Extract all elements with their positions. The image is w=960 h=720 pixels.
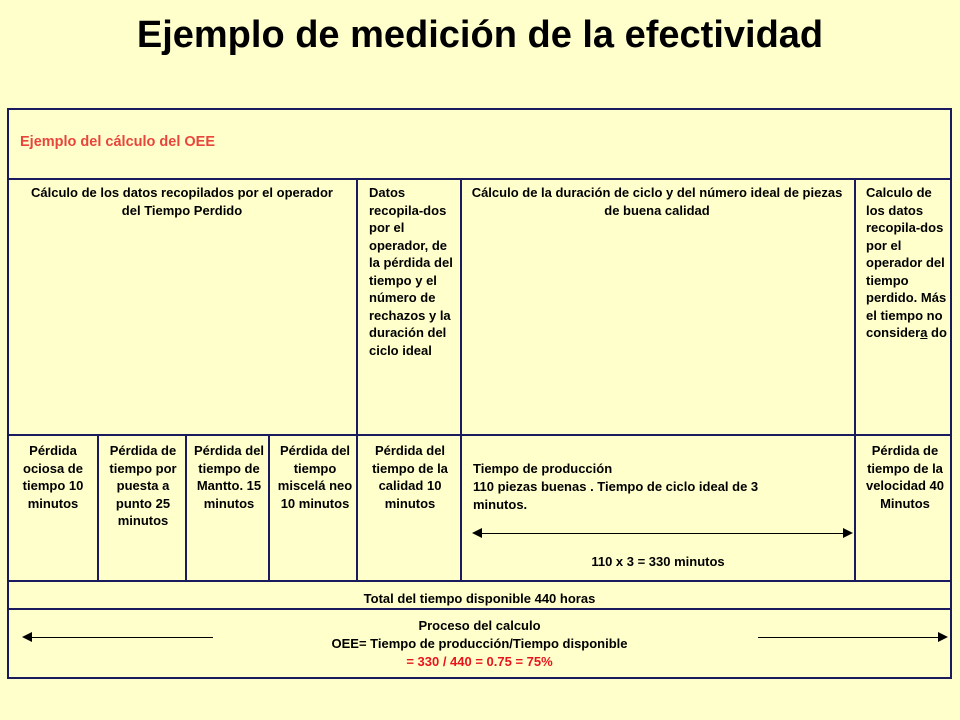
process-right-arrow-line [758,637,940,638]
subtitle: Ejemplo del cálculo del OEE [20,134,215,150]
divider-total [7,580,952,582]
divider-col4 [854,178,856,580]
total-available-time: Total del tiempo disponible 440 horas [363,591,596,606]
production-time-label: Tiempo de producción [473,461,613,476]
divider-process [7,608,952,610]
divider-loss-1 [97,434,99,580]
header-lost-time: Cálculo de los datos recopilados por el operador del Tiempo Perdido [31,185,333,218]
divider-loss-2 [185,434,187,580]
loss-quality: Pérdida del tiempo de la calidad 10 minutos [372,443,448,511]
process-result: = 330 / 440 = 0.75 = 75% [406,654,553,669]
loss-maintenance: Pérdida del tiempo de Mantto. 15 minutos [193,443,265,511]
production-calc: 110 x 3 = 330 minutos [591,554,725,569]
page-title: Ejemplo de medición de la efectividad [136,14,824,56]
loss-miscellaneous: Pérdida del tiempo miscelá neo 10 minutos [277,443,353,511]
arrow-right-icon [938,632,948,642]
loss-speed: Pérdida de tiempo de la velocidad 40 Minutos [865,443,945,511]
arrow-left-icon [22,632,32,642]
header-operator-data: Datos recopila-dos por el operador, de la pérdida del tiempo y el número de rechazos y la duración del ciclo ideal [369,185,453,358]
process-left-arrow-line [30,637,213,638]
divider-loss-3 [268,434,270,580]
divider-col3 [460,178,462,580]
divider-col2 [356,178,358,580]
header-cycle-calc: Cálculo de la duración de ciclo y del número ideal de piezas de buena calidad [471,185,843,218]
loss-idle: Pérdida ociosa de tiempo 10 minutos [22,443,84,511]
arrow-right-icon [843,528,853,538]
process-formula: OEE= Tiempo de producción/Tiempo disponible [331,636,628,651]
arrow-left-icon [472,528,482,538]
loss-setup: Pérdida de tiempo por puesta a punto 25 minutos [109,443,177,528]
production-time-detail: 110 piezas buenas . Tiempo de ciclo ideal de 3 minutos. [473,479,759,512]
header-operator-calc: Calculo de los datos recopila-dos por el operador del tiempo perdido. Más el tiempo no considera do [866,185,947,340]
process-title: Proceso del calculo [418,618,541,633]
divider-losses [7,434,952,436]
production-arrow-line [480,533,844,534]
divider-header [7,178,952,180]
